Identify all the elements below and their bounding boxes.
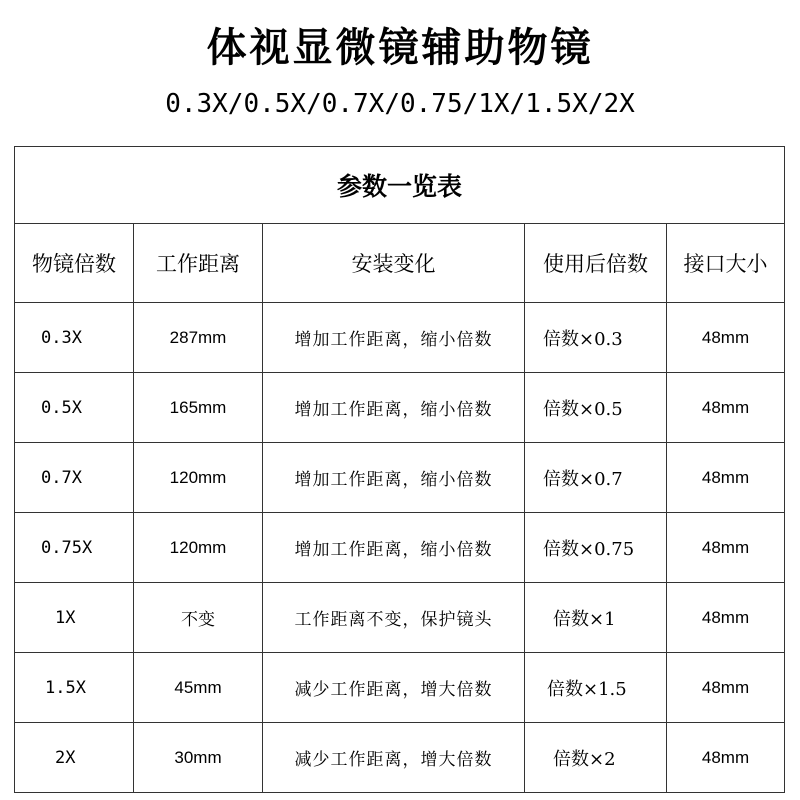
resulting-magnification-cell: 倍数×2 bbox=[525, 723, 667, 793]
working-distance-cell: 120mm bbox=[134, 513, 263, 583]
working-distance-cell: 不变 bbox=[134, 583, 263, 653]
mount-size-cell: 48mm bbox=[667, 513, 785, 583]
installation-change-cell: 工作距离不变，保护镜头 bbox=[263, 583, 525, 653]
resulting-magnification-cell: 倍数×1.5 bbox=[525, 653, 667, 723]
magnification-list: 0.3X/0.5X/0.7X/0.75/1X/1.5X/2X bbox=[165, 89, 635, 119]
objective-magnification-cell: 0.75X bbox=[15, 513, 134, 583]
header-resulting-magnification: 使用后倍数 bbox=[525, 224, 667, 303]
installation-change-cell: 增加工作距离，缩小倍数 bbox=[263, 443, 525, 513]
installation-change-cell: 减少工作距离，增大倍数 bbox=[263, 723, 525, 793]
objective-magnification-cell: 1.5X bbox=[15, 653, 134, 723]
header-working-distance: 工作距离 bbox=[134, 224, 263, 303]
resulting-magnification-cell: 倍数×0.3 bbox=[525, 303, 667, 373]
header-objective-magnification: 物镜倍数 bbox=[15, 224, 134, 303]
objective-magnification-cell: 2X bbox=[15, 723, 134, 793]
table-caption: 参数一览表 bbox=[15, 147, 785, 224]
objective-magnification-cell: 0.5X bbox=[15, 373, 134, 443]
resulting-magnification-cell: 倍数×0.7 bbox=[525, 443, 667, 513]
mount-size-cell: 48mm bbox=[667, 653, 785, 723]
installation-change-cell: 增加工作距离，缩小倍数 bbox=[263, 513, 525, 583]
installation-change-cell: 增加工作距离，缩小倍数 bbox=[263, 373, 525, 443]
working-distance-cell: 45mm bbox=[134, 653, 263, 723]
installation-change-cell: 减少工作距离，增大倍数 bbox=[263, 653, 525, 723]
resulting-magnification-cell: 倍数×1 bbox=[525, 583, 667, 653]
mount-size-cell: 48mm bbox=[667, 373, 785, 443]
working-distance-cell: 287mm bbox=[134, 303, 263, 373]
mount-size-cell: 48mm bbox=[667, 443, 785, 513]
table-header-row bbox=[15, 224, 785, 303]
objective-magnification-cell: 0.3X bbox=[15, 303, 134, 373]
mount-size-cell: 48mm bbox=[667, 303, 785, 373]
table-row bbox=[15, 723, 785, 793]
resulting-magnification-cell: 倍数×0.75 bbox=[525, 513, 667, 583]
working-distance-cell: 30mm bbox=[134, 723, 263, 793]
table-row bbox=[15, 513, 785, 583]
mount-size-cell: 48mm bbox=[667, 583, 785, 653]
header-installation-change: 安装变化 bbox=[263, 224, 525, 303]
resulting-magnification-cell: 倍数×0.5 bbox=[525, 373, 667, 443]
objective-magnification-cell: 1X bbox=[15, 583, 134, 653]
installation-change-cell: 增加工作距离，缩小倍数 bbox=[263, 303, 525, 373]
parameter-table bbox=[14, 146, 785, 793]
table-row bbox=[15, 443, 785, 513]
header-mount-size: 接口大小 bbox=[667, 224, 785, 303]
page-title: 体视显微镜辅助物镜 bbox=[206, 25, 594, 71]
table-row bbox=[15, 583, 785, 653]
mount-size-cell: 48mm bbox=[667, 723, 785, 793]
objective-magnification-cell: 0.7X bbox=[15, 443, 134, 513]
table-row bbox=[15, 373, 785, 443]
table-row bbox=[15, 653, 785, 723]
working-distance-cell: 165mm bbox=[134, 373, 263, 443]
table-row bbox=[15, 303, 785, 373]
working-distance-cell: 120mm bbox=[134, 443, 263, 513]
